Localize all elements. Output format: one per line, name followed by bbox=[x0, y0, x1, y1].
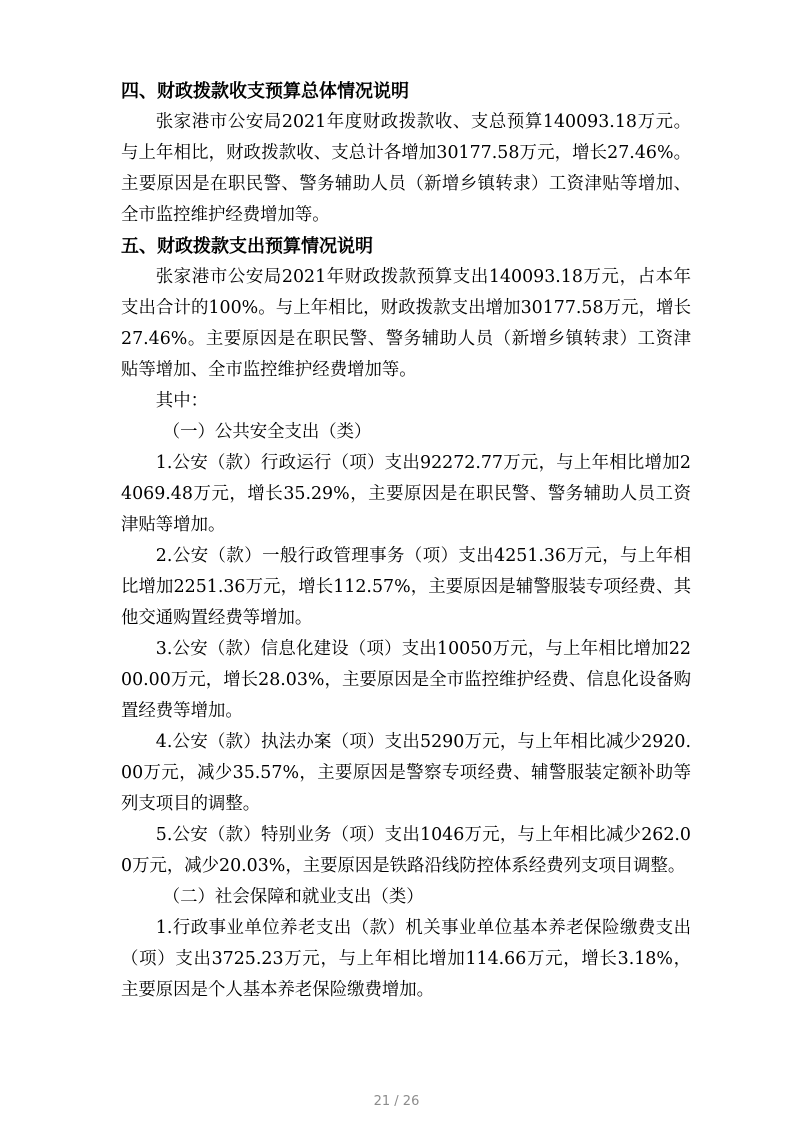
category-2-item-1: 1.行政事业单位养老支出（款）机关事业单位基本养老保险缴费支出（项）支出3725.23万元，与上年相比增加114.66万元，增长3.18%，主要原因是个人基本养老保险缴费增加。 bbox=[121, 918, 691, 1000]
category-1-item-4: 4.公安（款）执法办案（项）支出5290万元，与上年相比减少2920.00万元，减少35.57%，主要原因是警察专项经费、辅警服装定额补助等列支项目的调整。 bbox=[121, 732, 691, 814]
section-4-body: 张家港市公安局2021年度财政拨款收、支总预算140093.18万元。与上年相比，财政拨款收、支总计各增加30177.58万元，增长27.46%。主要原因是在职民警、警务辅助人员（新增乡镇转隶）工资津贴等增加、全市监控维护经费增加等。 bbox=[121, 112, 691, 225]
page-content bbox=[121, 76, 691, 1006]
section-4-heading: 四、财政拨款收支预算总体情况说明 bbox=[121, 81, 409, 102]
category-2-title: （二）社会保障和就业支出（类） bbox=[162, 887, 424, 907]
section-5-body: 张家港市公安局2021年财政拨款预算支出140093.18万元，占本年支出合计的100%。与上年相比，财政拨款支出增加30177.58万元，增长27.46%。主要原因是在职民警、警务辅助人员（新增乡镇转隶）工资津贴等增加、全市监控维护经费增加等。 bbox=[121, 267, 691, 380]
category-1-item-2: 2.公安（款）一般行政管理事务（项）支出4251.36万元，与上年相比增加2251.36万元，增长112.57%，主要原因是辅警服装专项经费、其他交通购置经费等增加。 bbox=[121, 546, 691, 628]
page-number: 21 / 26 bbox=[373, 1094, 420, 1109]
category-1-title: （一）公共安全支出（类） bbox=[162, 422, 372, 442]
section-5-heading: 五、财政拨款支出预算情况说明 bbox=[121, 236, 373, 257]
category-1-item-3: 3.公安（款）信息化建设（项）支出10050万元，与上年相比增加2200.00万元，增长28.03%，主要原因是全市监控维护经费、信息化设备购置经费等增加。 bbox=[121, 639, 691, 721]
section-5-intro: 其中： bbox=[155, 391, 208, 411]
category-1-item-1: 1.公安（款）行政运行（项）支出92272.77万元，与上年相比增加24069.48万元，增长35.29%，主要原因是在职民警、警务辅助人员工资津贴等增加。 bbox=[121, 453, 691, 535]
category-1-item-5: 5.公安（款）特别业务（项）支出1046万元，与上年相比减少262.00万元，减少20.03%，主要原因是铁路沿线防控体系经费列支项目调整。 bbox=[121, 825, 691, 876]
